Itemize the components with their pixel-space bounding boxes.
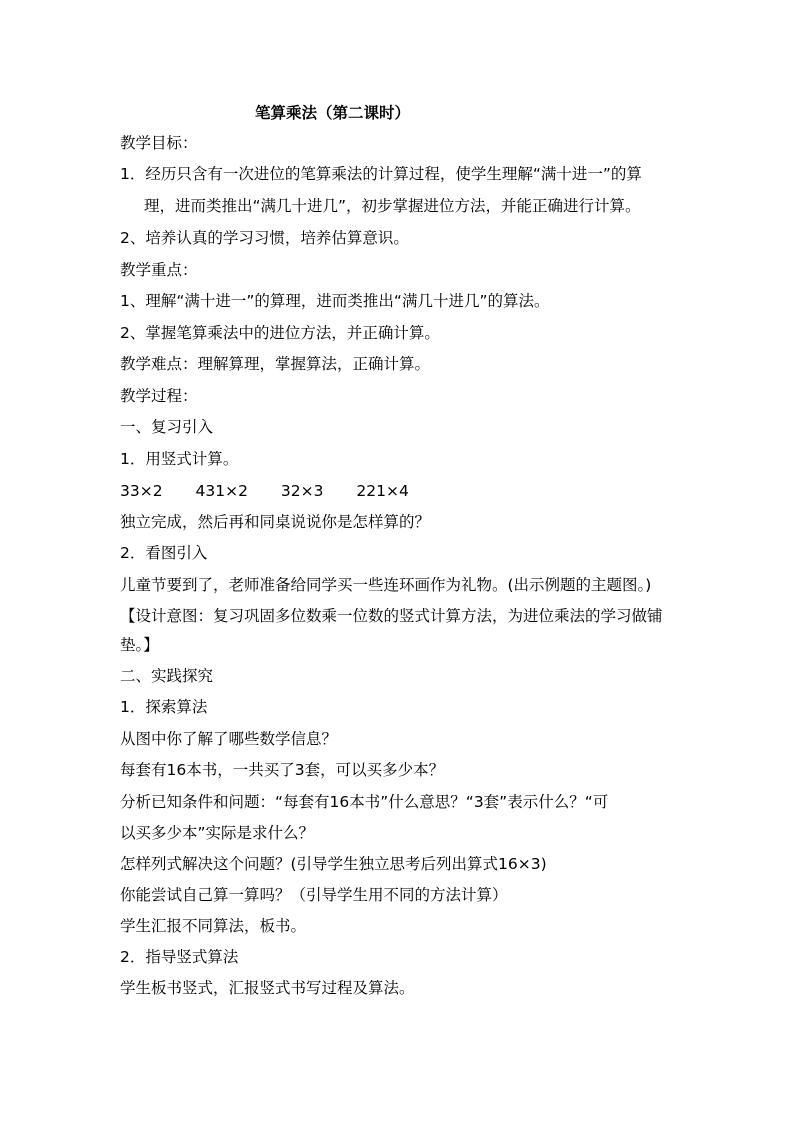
text-line: 教学目标： (120, 134, 198, 152)
text-line: 每套有16本书，一共买了3套，可以买多少本？ (120, 761, 445, 779)
exercise-item: 32×3 (280, 482, 324, 500)
text-line: 学生汇报不同算法，板书。 (120, 917, 307, 935)
text-line: 教学重点： (120, 261, 198, 279)
exercise-item: 33×2 (120, 482, 163, 500)
text-line: 【设计意图：复习巩固多位数乘一位数的竖式计算方法，为进位乘法的学习做铺 (120, 607, 663, 625)
text-line: 1．用竖式计算。 (120, 450, 239, 468)
text-line: 垫。】 (120, 636, 159, 654)
exercise-item: 221×4 (356, 482, 409, 500)
text-line: 以买多少本”实际是求什么？ (120, 824, 315, 842)
text-line: 学生板书竖式，汇报竖式书写过程及算法。 (120, 979, 415, 997)
text-line: 从图中你了解了哪些数学信息？ (120, 730, 338, 748)
text-line: 教学过程： (120, 387, 198, 405)
text-line: 二、实践探究 (120, 667, 214, 685)
exercise-list (120, 481, 409, 501)
text-line: 分析已知条件和问题：“每套有16本书”什么意思？“3套”表示什么？“可 (120, 793, 609, 811)
exercise-item: 431×2 (195, 482, 248, 500)
text-line: 你能尝试自己算一算吗？（引导学生用不同的方法计算） (120, 886, 508, 904)
text-line: 儿童节要到了，老师准备给同学买一些连环画作为礼物。(出示例题的主题图。) (120, 576, 652, 594)
text-line: 一、复习引入 (120, 418, 214, 436)
text-line: 怎样列式解决这个问题？(引导学生独立思考后列出算式16×3) (120, 855, 547, 873)
text-line: 独立完成，然后再和同桌说说你是怎样算的？ (120, 513, 431, 531)
text-line: 2．看图引入 (120, 544, 208, 562)
text-line: 1．探索算法 (120, 698, 208, 716)
text-line: 1．经历只含有一次进位的笔算乘法的计算过程，使学生理解“满十进一”的算 (120, 165, 642, 183)
text-line: 理，进而类推出“满几十进几”，初步掌握进位方法，并能正确进行计算。 (144, 197, 641, 215)
text-line: 2、培养认真的学习习惯，培养估算意识。 (120, 229, 409, 247)
text-line: 2．指导竖式算法 (120, 948, 239, 966)
text-line: 2、掌握笔算乘法中的进位方法，并正确计算。 (120, 324, 440, 342)
text-line: 1、理解“满十进一”的算理，进而类推出“满几十进几”的算法。 (120, 292, 550, 310)
text-line: 教学难点：理解算理，掌握算法，正确计算。 (120, 355, 431, 373)
document-title: 笔算乘法（第二课时） (255, 104, 411, 122)
